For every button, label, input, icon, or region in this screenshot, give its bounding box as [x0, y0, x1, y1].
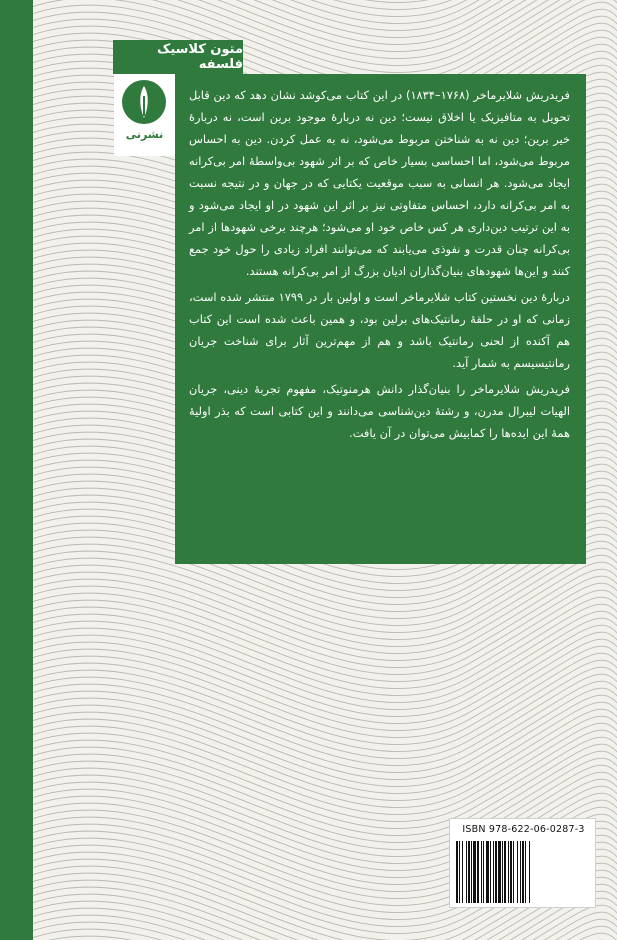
barcode-bar — [520, 841, 521, 903]
barcode-bar — [471, 841, 472, 903]
barcode-bar — [529, 841, 530, 903]
barcode-bar — [495, 841, 497, 903]
barcode-bar — [459, 841, 460, 903]
barcode-bar — [525, 841, 526, 903]
pattern-line — [0, 926, 617, 940]
barcode-bar — [466, 841, 467, 903]
barcode-graphic — [456, 841, 591, 903]
blurb-paragraph-1: فریدریش شلایرماخر (۱۷۶۸–۱۸۳۴) در این کتاب می‌کوشد نشان دهد که دین قابل تحویل به متافیزیک یا اخلاق نیست؛ دین نه دربارهٔ موجود برین است، نه دربارهٔ خیر برین؛ دین نه به شناختن مربوط می‌شود، نه به عمل کردن. دین به احساس مربوط می‌شود، اما احساسی بسیار خاص که بر اثر شهود بی‌واسطهٔ امر بی‌کرانه ایجاد می‌شود. هر انسانی به سبب موقعیت یکتایی که در جهان و در نتیجه نسبت به امر بی‌کرانه دارد، احساس متفاوتی نیز بر اثر این شهود در او ایجاد می‌شود و به این ترتیب دین‌داری هر کس خاص خود او می‌شود؛ هرچند برخی شهودها از امر بی‌کرانه چنان قدرت و نفوذی می‌یابند که می‌توانند افراد زیادی را حول خود جمع کنند و این‌ها شهودهای بنیان‌گذاران ادیان بزرگ از امر بی‌کرانه هستند. — [189, 88, 570, 278]
barcode-bar — [504, 841, 506, 903]
barcode-bar — [508, 841, 509, 903]
barcode-bar — [493, 841, 494, 903]
blurb-paragraph-2: دربارهٔ دین نخستین کتاب شلایرماخر است و اولین بار در ۱۷۹۹ منتشر شده است، زمانی که او در حلقهٔ رمانتیک‌های برلین بود، و همین باعث شده است این کتاب هم آکنده از لحنی رمانتیک باشد و هم از مهم‌ترین آثار برای شناخت جریان رمانتیسیسم به شمار آید. — [189, 290, 570, 370]
barcode-bar — [502, 841, 503, 903]
barcode-bar — [456, 841, 458, 903]
barcode-bar — [513, 841, 514, 903]
isbn-number: ISBN 978-622-06-0287-3 — [462, 824, 585, 835]
pattern-line — [0, 0, 617, 66]
series-label — [113, 40, 243, 74]
green-spine-strip — [0, 0, 33, 940]
barcode-bar — [510, 841, 512, 903]
barcode-bar — [490, 841, 491, 903]
barcode-bar — [517, 841, 518, 903]
barcode-bar — [462, 841, 463, 903]
barcode-bar — [468, 841, 470, 903]
barcode-bar — [481, 841, 482, 903]
blurb-paragraph-3: فریدریش شلایرماخر را بنیان‌گذار دانش هرمنوتیک، مفهوم تجربهٔ دینی، جریان الهیات لیبرال مدرن، و رشتهٔ دین‌شناسی می‌دانند و این کتابی است که بذر اولیهٔ همهٔ این ایده‌ها را کمابیش می‌توان در آن یافت. — [189, 382, 570, 440]
barcode-bar — [483, 841, 484, 903]
barcode-bar — [522, 841, 524, 903]
blurb-box — [175, 74, 586, 564]
barcode-bar — [486, 841, 489, 903]
pattern-line — [0, 0, 617, 10]
series-label-text: متون کلاسیک فلسفه — [157, 42, 243, 72]
publisher-logo — [114, 74, 175, 156]
barcode-bar — [477, 841, 479, 903]
barcode-bar — [498, 841, 501, 903]
barcode-bar — [473, 841, 476, 903]
barcode-label — [449, 818, 596, 908]
reed-logo-icon — [122, 80, 166, 124]
publisher-name: نشرنی — [125, 128, 164, 141]
pattern-line — [0, 0, 617, 45]
